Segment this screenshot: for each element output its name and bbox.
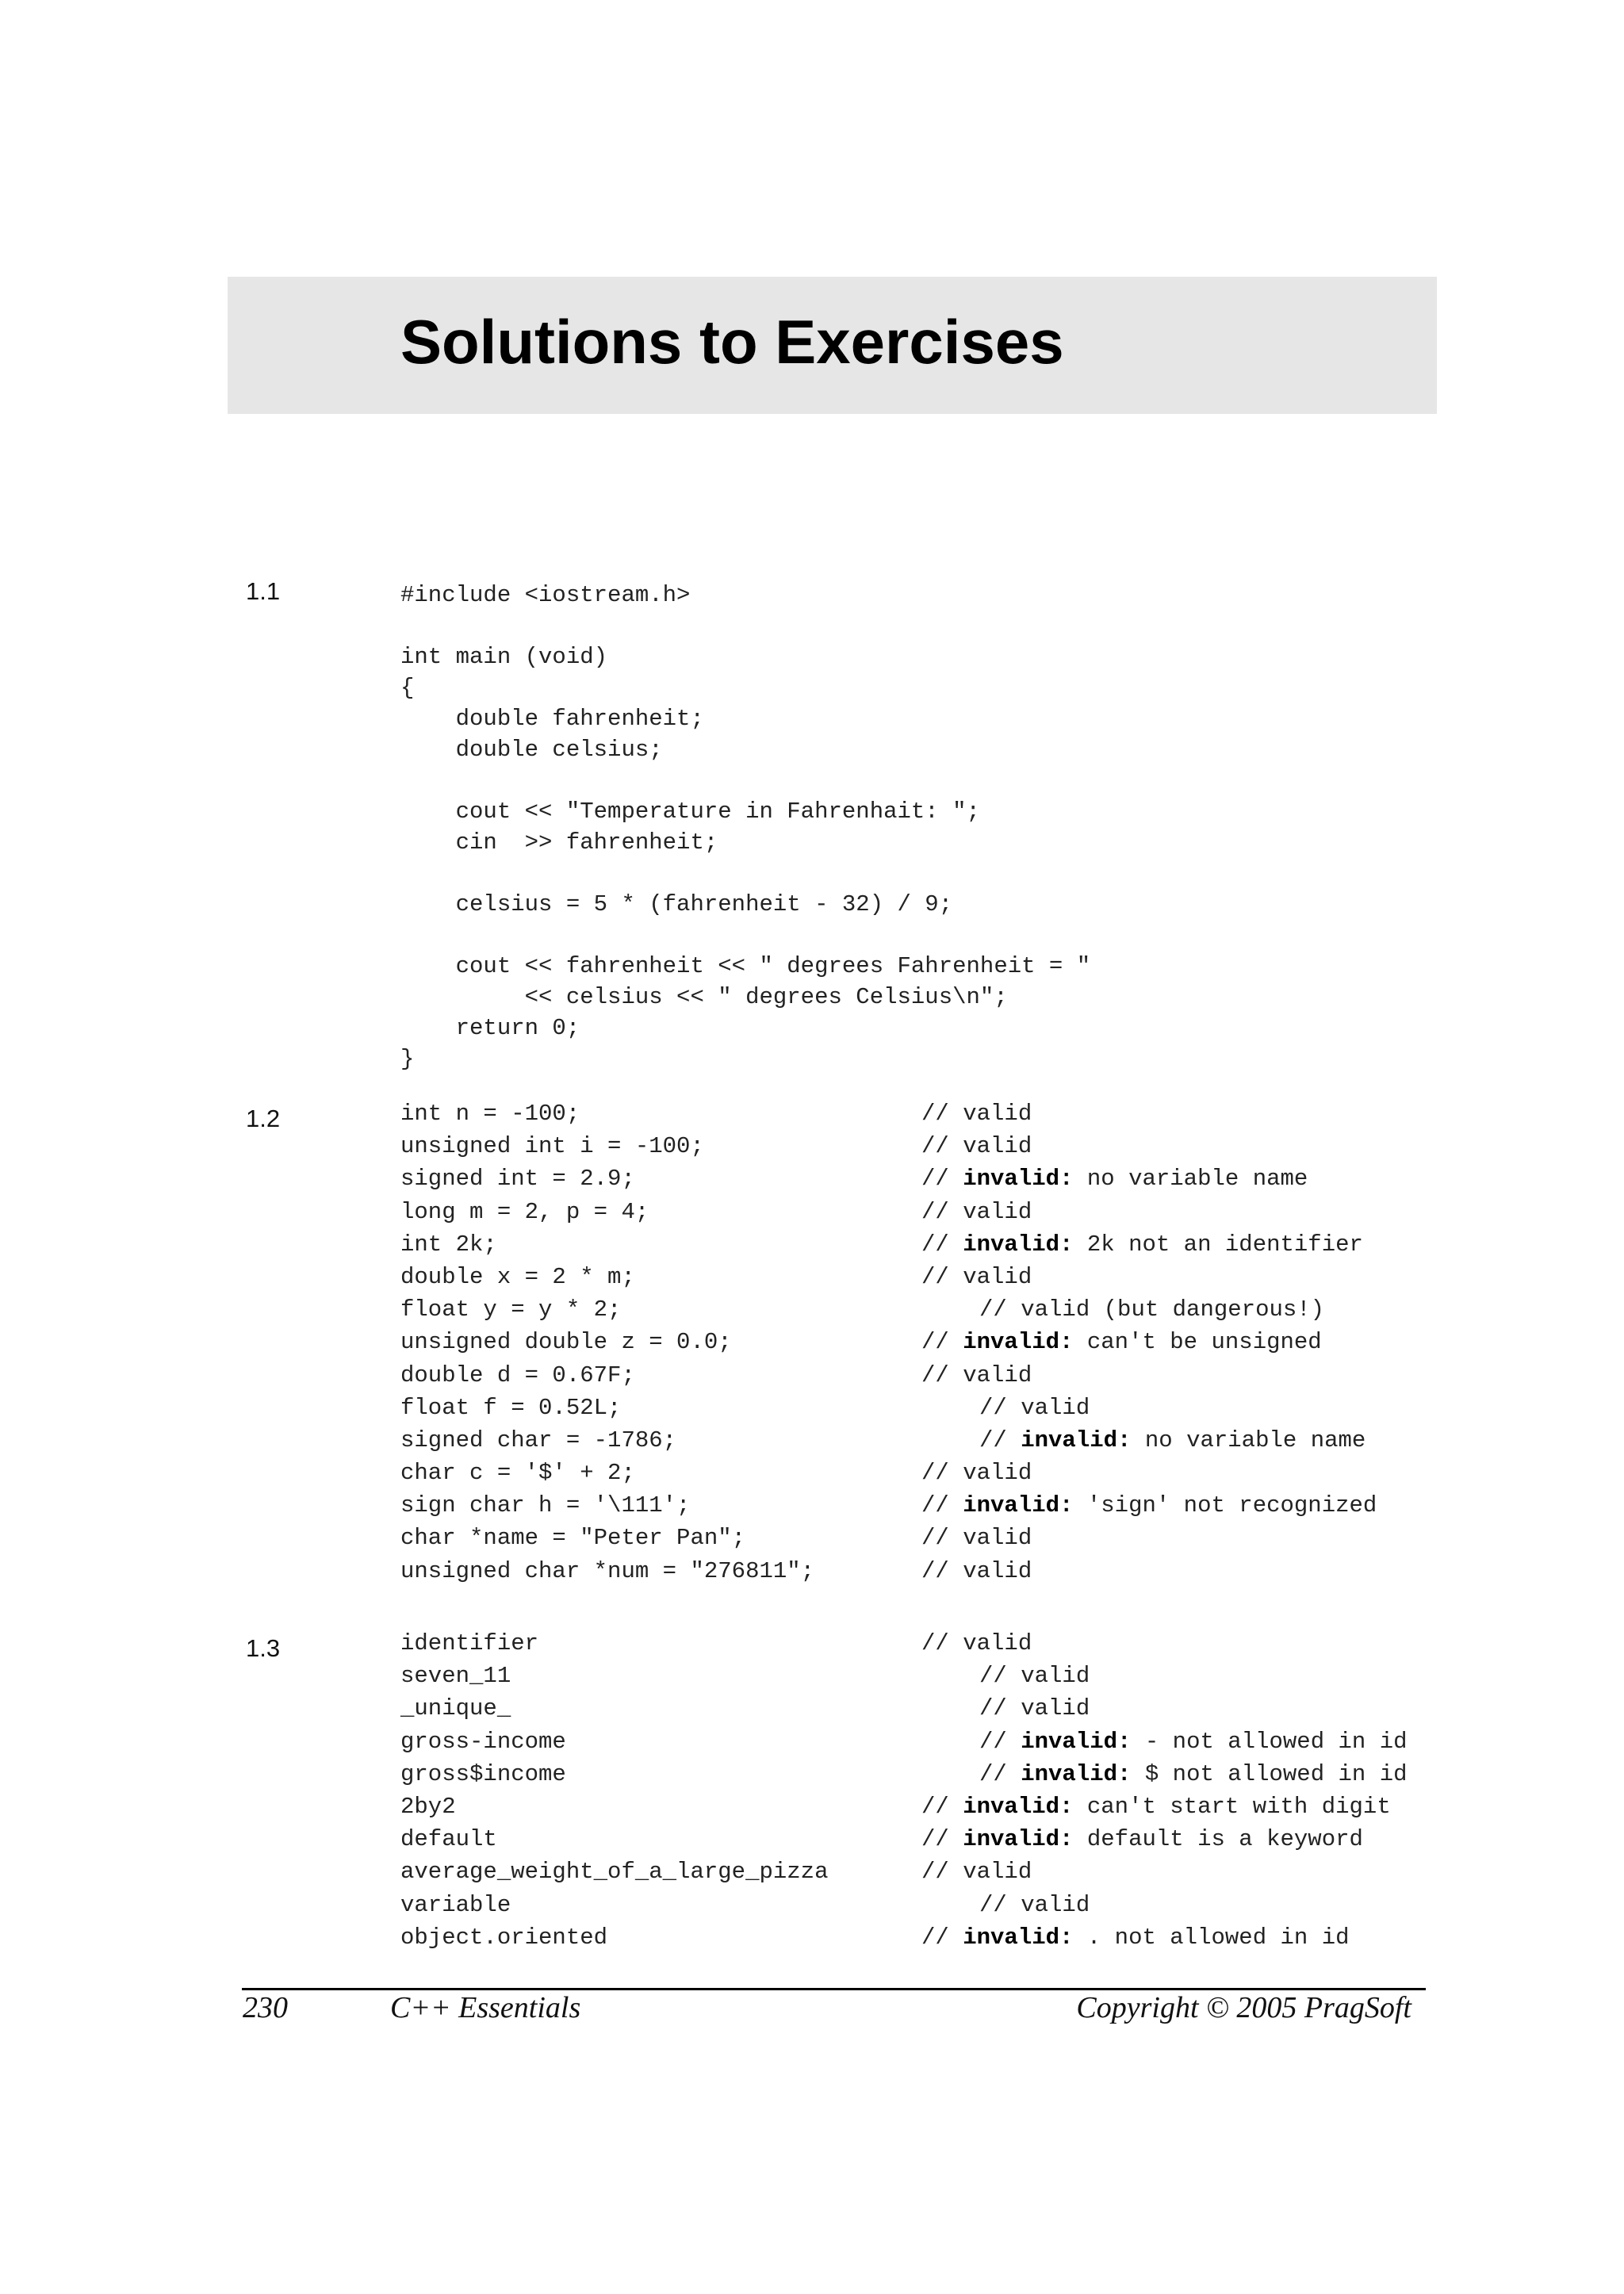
code-line: return 0; [400,1015,580,1041]
section-number-1-3: 1.3 [246,1634,281,1662]
comment-text: no variable name [1131,1427,1366,1453]
code-declaration: char c = '$' + 2; [400,1460,635,1487]
code-declaration: double d = 0.67F; [400,1361,635,1388]
code-line [400,765,1090,796]
comment-marker: // [979,1760,1021,1787]
comment-marker: // [979,1728,1021,1755]
comment-text: 2k not an identifier [1073,1231,1363,1258]
footer-copyright: Copyright © 2005 PragSoft [1076,1991,1411,2024]
comment-marker: // [921,1525,963,1552]
section-number-1-1: 1.1 [246,577,281,605]
code-line: double fahrenheit; [400,706,704,732]
invalid-label: invalid: [963,1166,1074,1193]
comment-text: valid [1021,1891,1090,1918]
comment-text: valid (but dangerous!) [1021,1296,1325,1323]
code-line [400,920,1090,951]
comment-text: can't start with digit [1073,1793,1391,1820]
code-comment [921,1460,1032,1486]
comment-marker: // [921,1166,963,1193]
comment-marker: // [979,1663,1021,1690]
code-comment [921,1199,1032,1225]
invalid-label: invalid: [1021,1760,1132,1787]
comment-marker: // [921,1198,963,1225]
code-declaration: identifier [400,1630,539,1656]
code-line: cout << fahrenheit << " degrees Fahrenheit = " [400,953,1091,979]
comment-marker: // [921,1329,963,1356]
comment-text: 'sign' not recognized [1073,1492,1377,1519]
comment-marker: // [921,1492,963,1519]
comment-marker: // [921,1460,963,1487]
invalid-label: invalid: [963,1231,1074,1258]
code-line: { [400,675,415,701]
footer-book-title: C++ Essentials [390,1991,581,2024]
comment-text: valid [963,1101,1032,1127]
comment-marker: // [979,1394,1021,1421]
code-declaration: char *name = "Peter Pan"; [400,1525,746,1552]
code-comment [979,1892,1090,1918]
comment-marker: // [979,1427,1021,1453]
code-line [400,611,1090,641]
code-declaration: float f = 0.52L; [400,1394,622,1421]
code-comment [979,1663,1090,1689]
code-declaration: unsigned char *num = "276811"; [400,1557,815,1584]
code-comment [921,1525,1032,1551]
invalid-label: invalid: [963,1329,1074,1356]
title-band [228,277,1437,414]
invalid-label: invalid: [963,1793,1074,1820]
code-line: << celsius << " degrees Celsius\n"; [400,984,1008,1010]
invalid-label: invalid: [963,1826,1074,1853]
code-comment [921,1794,1391,1820]
code-comment [979,1695,1090,1721]
comment-marker: // [921,1924,963,1951]
code-declaration: gross-income [400,1728,566,1755]
code-line: cout << "Temperature in Fahrenhait: "; [400,798,980,825]
code-declaration: int n = -100; [400,1101,580,1127]
code-comment [921,1166,1308,1192]
code-declaration: default [400,1826,497,1853]
code-declaration: signed char = -1786; [400,1427,677,1453]
code-comment [921,1630,1032,1656]
comment-text: valid [963,1859,1032,1886]
comment-text: . not allowed in id [1073,1924,1350,1951]
code-comment [979,1729,1408,1755]
code-comment [921,1826,1363,1852]
code-declaration: _unique_ [400,1695,511,1722]
comment-marker: // [921,1859,963,1886]
code-comment [921,1133,1032,1159]
code-declaration: long m = 2, p = 4; [400,1198,649,1225]
comment-text: valid [963,1198,1032,1225]
comment-text: valid [963,1361,1032,1388]
code-comment [921,1231,1363,1258]
comment-marker: // [921,1361,963,1388]
comment-text: valid [1021,1394,1090,1421]
code-declaration: unsigned int i = -100; [400,1133,704,1160]
comment-text: valid [1021,1695,1090,1722]
comment-marker: // [921,1826,963,1853]
code-declaration: int 2k; [400,1231,497,1258]
code-line: celsius = 5 * (fahrenheit - 32) / 9; [400,891,953,917]
comment-text: valid [963,1630,1032,1656]
code-comment [921,1362,1032,1388]
comment-marker: // [979,1695,1021,1722]
comment-text: valid [1021,1663,1090,1690]
code-declaration: float y = y * 2; [400,1296,622,1323]
comment-marker: // [921,1231,963,1258]
comment-text: valid [963,1557,1032,1584]
code-line: int main (void) [400,644,608,670]
comment-marker: // [921,1133,963,1160]
comment-marker: // [921,1101,963,1127]
comment-text: $ not allowed in id [1131,1760,1408,1787]
comment-marker: // [921,1630,963,1656]
comment-text: valid [963,1525,1032,1552]
code-declaration: object.oriented [400,1924,608,1951]
code-declaration: average_weight_of_a_large_pizza [400,1859,829,1886]
comment-marker: // [979,1296,1021,1323]
code-declaration: 2by2 [400,1793,456,1820]
code-comment [979,1761,1408,1787]
code-declaration: seven_11 [400,1663,511,1690]
code-comment [921,1264,1032,1290]
code-declaration: sign char h = '\111'; [400,1492,691,1519]
code-declaration: gross$income [400,1760,566,1787]
footer-page-number: 230 [243,1991,288,2024]
comment-text: valid [963,1460,1032,1487]
section-number-1-2: 1.2 [246,1105,281,1132]
comment-marker: // [979,1891,1021,1918]
invalid-label: invalid: [1021,1728,1132,1755]
invalid-label: invalid: [963,1492,1074,1519]
code-declaration: unsigned double z = 0.0; [400,1329,732,1356]
code-comment [921,1101,1032,1127]
code-comment [921,1492,1377,1518]
code-comment [921,1558,1032,1584]
code-line: cin >> fahrenheit; [400,829,718,856]
code-line: } [400,1046,415,1072]
code-block-1-1 [400,580,1090,1074]
invalid-label: invalid: [1021,1427,1132,1453]
comment-marker: // [921,1793,963,1820]
invalid-label: invalid: [963,1924,1074,1951]
comment-text: no variable name [1073,1166,1308,1193]
code-declaration: signed int = 2.9; [400,1166,635,1193]
comment-marker: // [921,1263,963,1290]
comment-text: - not allowed in id [1131,1728,1408,1755]
code-line: #include <iostream.h> [400,582,691,608]
code-line: double celsius; [400,737,663,763]
comment-text: valid [963,1133,1032,1160]
code-comment [921,1859,1032,1885]
code-declaration: double x = 2 * m; [400,1263,635,1290]
code-comment [921,1329,1322,1355]
comment-marker: // [921,1557,963,1584]
code-comment [979,1395,1090,1421]
code-line [400,858,1090,889]
comment-text: default is a keyword [1073,1826,1363,1853]
comment-text: valid [963,1263,1032,1290]
page-title: Solutions to Exercises [400,307,1064,377]
code-declaration: variable [400,1891,511,1918]
comment-text: can't be unsigned [1073,1329,1322,1356]
code-comment [979,1427,1365,1453]
code-comment [921,1924,1350,1951]
code-comment [979,1296,1324,1323]
